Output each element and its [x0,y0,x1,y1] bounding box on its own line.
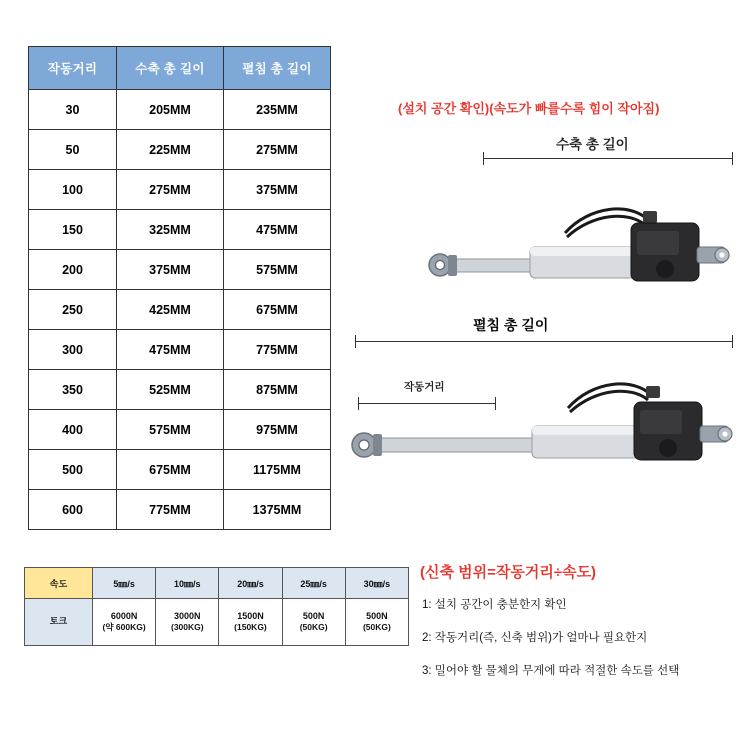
speed-value: 10㎜/s [156,568,219,599]
table-row [29,410,331,450]
cell-stroke: 200 [29,250,117,290]
spec-header-extended: 펼침 총 길이 [224,47,331,90]
cell-extended: 1175MM [224,450,331,490]
torque-row-label: 토크 [25,599,93,646]
cell-stroke: 300 [29,330,117,370]
cell-stroke: 50 [29,130,117,170]
torque-cell [345,599,408,646]
cell-stroke: 150 [29,210,117,250]
torque-cell [282,599,345,646]
torque-row [25,599,409,646]
torque-main: 3000N [174,611,201,622]
cell-stroke: 100 [29,170,117,210]
cell-extended: 235MM [224,90,331,130]
torque-main: 500N [366,611,388,622]
cell-retracted: 225MM [117,130,224,170]
retracted-length-label: 수축 총 길이 [556,137,629,152]
cell-extended: 275MM [224,130,331,170]
table-row [29,490,331,530]
speed-header-label: 속도 [25,568,93,599]
table-row [29,370,331,410]
extended-length-label: 펼침 총 길이 [473,317,549,333]
cell-stroke: 600 [29,490,117,530]
cell-retracted: 325MM [117,210,224,250]
torque-cell [93,599,156,646]
spec-header-retracted: 수축 총 길이 [117,47,224,90]
cell-retracted: 205MM [117,90,224,130]
actuator-extended-illustration [340,360,740,490]
torque-cell [219,599,282,646]
cell-stroke: 500 [29,450,117,490]
torque-sub: (150KG) [234,622,267,633]
selection-step-3: 3: 밀어야 할 물체의 무게에 따라 적절한 속도를 선택 [422,665,680,677]
table-row [29,130,331,170]
formula-note: (신축 범위=작동거리÷속도) [420,564,597,581]
table-row [29,90,331,130]
cell-retracted: 575MM [117,410,224,450]
cell-stroke: 400 [29,410,117,450]
spec-table-header-row [29,47,331,90]
speed-row [25,568,409,599]
cell-retracted: 275MM [117,170,224,210]
table-row [29,330,331,370]
cell-extended: 375MM [224,170,331,210]
cell-extended: 475MM [224,210,331,250]
stroke-length-label: 작동거리 [404,381,445,393]
table-row [29,170,331,210]
speed-value: 5㎜/s [93,568,156,599]
retracted-dimension-line [483,158,733,159]
cell-retracted: 425MM [117,290,224,330]
cell-extended: 975MM [224,410,331,450]
speed-torque-table [24,567,409,646]
cell-retracted: 475MM [117,330,224,370]
torque-sub: (50KG) [362,622,391,633]
cell-extended: 1375MM [224,490,331,530]
cell-stroke: 350 [29,370,117,410]
cell-stroke: 250 [29,290,117,330]
torque-main: 6000N [110,611,138,622]
table-row [29,210,331,250]
cell-retracted: 375MM [117,250,224,290]
extended-dimension-line [355,341,733,342]
speed-value: 20㎜/s [219,568,282,599]
spec-header-stroke: 작동거리 [29,47,117,90]
cell-stroke: 30 [29,90,117,130]
torque-main: 500N [302,611,325,622]
actuator-retracted-illustration [415,185,735,310]
install-space-note: (설치 공간 확인)(속도가 빠를수록 힘이 작아짐) [398,101,660,116]
selection-step-1: 1: 설치 공간이 충분한지 확인 [422,599,567,611]
table-row [29,450,331,490]
cell-extended: 575MM [224,250,331,290]
cell-retracted: 675MM [117,450,224,490]
cell-extended: 775MM [224,330,331,370]
speed-value: 30㎜/s [345,568,408,599]
torque-main: 1500N [237,611,264,622]
cell-extended: 675MM [224,290,331,330]
speed-value: 25㎜/s [282,568,345,599]
table-row [29,250,331,290]
table-row [29,290,331,330]
torque-sub: (50KG) [299,622,328,633]
torque-cell [156,599,219,646]
cell-retracted: 525MM [117,370,224,410]
spec-table [28,46,331,530]
cell-extended: 875MM [224,370,331,410]
torque-sub: (300KG) [170,622,204,633]
selection-step-2: 2: 작동거리(즉, 신축 범위)가 얼마나 필요한지 [422,632,648,644]
torque-sub: (약 600KG) [102,622,146,633]
cell-retracted: 775MM [117,490,224,530]
